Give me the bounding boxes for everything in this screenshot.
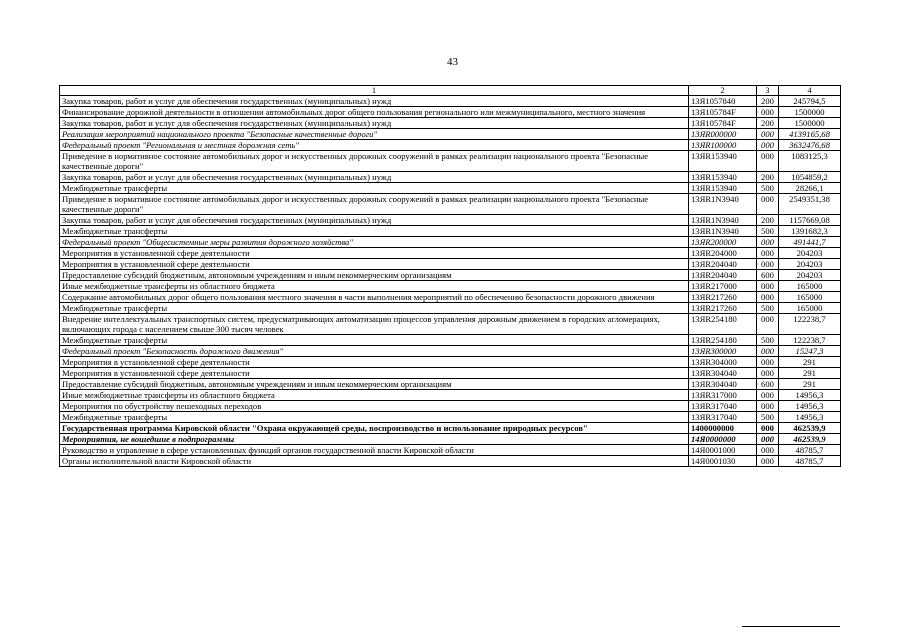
- row-sum-cell: 4139165,68: [779, 129, 841, 140]
- row-name-cell: Федеральный проект "Региональная и местная дорожная сеть": [60, 140, 689, 151]
- row-code-cell: 13ЯR317000: [689, 390, 757, 401]
- row-type-cell: 000: [757, 456, 779, 467]
- row-type-cell: 200: [757, 172, 779, 183]
- row-sum-cell: 491441,7: [779, 237, 841, 248]
- row-sum-cell: 2549351,38: [779, 194, 841, 215]
- row-code-cell: 13ЯR153940: [689, 172, 757, 183]
- table-row: [60, 237, 841, 248]
- table-row: [60, 357, 841, 368]
- row-sum-cell: 165000: [779, 292, 841, 303]
- row-name-cell: Закупка товаров, работ и услуг для обеспечения государственных (муниципальных) нужд: [60, 118, 689, 129]
- row-name-cell: Предоставление субсидий бюджетным, автономным учреждениям и иным некоммерческим организациям: [60, 270, 689, 281]
- row-sum-cell: 204203: [779, 270, 841, 281]
- table-row: [60, 259, 841, 270]
- row-name-cell: Содержание автомобильных дорог общего пользования местного значения в части выполнения мероприятий по обеспечению безопасности дорожного движения: [60, 292, 689, 303]
- table-row: [60, 248, 841, 259]
- row-type-cell: 500: [757, 303, 779, 314]
- row-code-cell: 13ЯR300000: [689, 346, 757, 357]
- row-code-cell: 13ЯR204040: [689, 270, 757, 281]
- row-type-cell: 000: [757, 368, 779, 379]
- table-row: [60, 456, 841, 467]
- budget-table: [59, 85, 841, 467]
- row-name-cell: Федеральный проект "Общесистемные меры развития дорожного хозяйства": [60, 237, 689, 248]
- table-row: [60, 401, 841, 412]
- table-row: [60, 314, 841, 335]
- row-type-cell: 000: [757, 346, 779, 357]
- row-name-cell: Мероприятия по обустройству пешеходных переходов: [60, 401, 689, 412]
- row-sum-cell: 122238,7: [779, 314, 841, 335]
- row-type-cell: 600: [757, 379, 779, 390]
- row-code-cell: 13ЯR153940: [689, 183, 757, 194]
- table-row: [60, 335, 841, 346]
- row-type-cell: 000: [757, 445, 779, 456]
- row-type-cell: 000: [757, 107, 779, 118]
- row-name-cell: Федеральный проект "Безопасность дорожного движения": [60, 346, 689, 357]
- row-code-cell: 13ЯR217260: [689, 292, 757, 303]
- row-sum-cell: 291: [779, 379, 841, 390]
- row-type-cell: 200: [757, 96, 779, 107]
- row-sum-cell: 48785,7: [779, 456, 841, 467]
- row-type-cell: 000: [757, 434, 779, 445]
- row-name-cell: Межбюджетные трансферты: [60, 412, 689, 423]
- row-code-cell: 13Я1057840: [689, 96, 757, 107]
- row-name-cell: Финансирование дорожной деятельности в отношении автомобильных дорог общего пользования регионального или межмуниципального, местного значения: [60, 107, 689, 118]
- row-name-cell: Мероприятия в установленной сфере деятельности: [60, 259, 689, 270]
- row-name-cell: Закупка товаров, работ и услуг для обеспечения государственных (муниципальных) нужд: [60, 215, 689, 226]
- table-row: [60, 96, 841, 107]
- row-type-cell: 000: [757, 151, 779, 172]
- row-code-cell: 13ЯR000000: [689, 129, 757, 140]
- row-name-cell: Межбюджетные трансферты: [60, 226, 689, 237]
- table-header-row: [60, 86, 841, 96]
- row-name-cell: Внедрение интеллектуальных транспортных систем, предусматривающих автоматизацию процессов управления дорожным движением в городских агломерациях, включающих города с населением свыше 300 тысяч человек: [60, 314, 689, 335]
- row-code-cell: 13ЯR304000: [689, 357, 757, 368]
- column-header-sum: 4: [779, 86, 841, 96]
- row-code-cell: 14Я0001000: [689, 445, 757, 456]
- row-sum-cell: 462539,9: [779, 434, 841, 445]
- row-name-cell: Мероприятия, не вошедшие в подпрограммы: [60, 434, 689, 445]
- table-row: [60, 368, 841, 379]
- table-row: [60, 379, 841, 390]
- row-type-cell: 200: [757, 215, 779, 226]
- column-header-name: 1: [60, 86, 689, 96]
- row-code-cell: 13ЯR304040: [689, 368, 757, 379]
- row-sum-cell: 245794,5: [779, 96, 841, 107]
- row-name-cell: Межбюджетные трансферты: [60, 183, 689, 194]
- row-type-cell: 000: [757, 292, 779, 303]
- footer-rule: [742, 626, 840, 627]
- row-name-cell: Государственная программа Кировской области "Охрана окружающей среды, воспроизводство и использование природных ресурсов": [60, 423, 689, 434]
- row-type-cell: 000: [757, 194, 779, 215]
- row-sum-cell: 14956,3: [779, 390, 841, 401]
- row-sum-cell: 204203: [779, 248, 841, 259]
- row-sum-cell: 48785,7: [779, 445, 841, 456]
- row-code-cell: 13Я105784F: [689, 107, 757, 118]
- row-sum-cell: 1391682,3: [779, 226, 841, 237]
- row-name-cell: Иные межбюджетные трансферты из областного бюджета: [60, 281, 689, 292]
- row-name-cell: Предоставление субсидий бюджетным, автономным учреждениям и иным некоммерческим организациям: [60, 379, 689, 390]
- row-code-cell: 13ЯR204040: [689, 259, 757, 270]
- row-name-cell: Органы исполнительной власти Кировской области: [60, 456, 689, 467]
- row-code-cell: 13ЯR304040: [689, 379, 757, 390]
- row-type-cell: 600: [757, 270, 779, 281]
- table-row: [60, 292, 841, 303]
- row-code-cell: 14Я0000000: [689, 434, 757, 445]
- row-sum-cell: 1500000: [779, 107, 841, 118]
- row-type-cell: 000: [757, 259, 779, 270]
- row-sum-cell: 14956,3: [779, 401, 841, 412]
- row-type-cell: 000: [757, 281, 779, 292]
- row-sum-cell: 204203: [779, 259, 841, 270]
- table-row: [60, 423, 841, 434]
- row-name-cell: Иные межбюджетные трансферты из областного бюджета: [60, 390, 689, 401]
- row-name-cell: Мероприятия в установленной сфере деятельности: [60, 357, 689, 368]
- row-sum-cell: 462539,9: [779, 423, 841, 434]
- page-number: 43: [447, 56, 458, 68]
- row-code-cell: 13ЯR254180: [689, 314, 757, 335]
- row-sum-cell: 165000: [779, 281, 841, 292]
- table-row: [60, 172, 841, 183]
- row-name-cell: Мероприятия в установленной сфере деятельности: [60, 368, 689, 379]
- row-type-cell: 000: [757, 140, 779, 151]
- column-header-code: 2: [689, 86, 757, 96]
- row-code-cell: 13ЯR153940: [689, 151, 757, 172]
- table-row: [60, 194, 841, 215]
- row-code-cell: 13ЯR1N3940: [689, 226, 757, 237]
- row-type-cell: 000: [757, 390, 779, 401]
- row-code-cell: 13ЯR254180: [689, 335, 757, 346]
- row-sum-cell: 1157669,08: [779, 215, 841, 226]
- row-name-cell: Руководство и управление в сфере установленных функций органов государственной власти Кировской области: [60, 445, 689, 456]
- row-type-cell: 000: [757, 423, 779, 434]
- table-row: [60, 281, 841, 292]
- row-name-cell: Мероприятия в установленной сфере деятельности: [60, 248, 689, 259]
- row-name-cell: Межбюджетные трансферты: [60, 335, 689, 346]
- row-type-cell: 500: [757, 226, 779, 237]
- table-row: [60, 346, 841, 357]
- row-type-cell: 000: [757, 357, 779, 368]
- row-name-cell: Приведение в нормативное состояние автомобильных дорог и искусственных дорожных сооружений в рамках реализации национального проекта "Безопасные качественные дороги": [60, 151, 689, 172]
- table-row: [60, 118, 841, 129]
- row-name-cell: Реализация мероприятий национального проекта "Безопасные качественные дороги": [60, 129, 689, 140]
- row-code-cell: 13ЯR204000: [689, 248, 757, 259]
- row-code-cell: 13ЯR1N3940: [689, 215, 757, 226]
- row-sum-cell: 14956,3: [779, 412, 841, 423]
- table-row: [60, 434, 841, 445]
- table-row: [60, 183, 841, 194]
- row-sum-cell: 291: [779, 368, 841, 379]
- row-name-cell: Закупка товаров, работ и услуг для обеспечения государственных (муниципальных) нужд: [60, 96, 689, 107]
- row-name-cell: Приведение в нормативное состояние автомобильных дорог и искусственных дорожных сооружений в рамках реализации национального проекта "Безопасные качественные дороги": [60, 194, 689, 215]
- table-row: [60, 270, 841, 281]
- row-code-cell: 13ЯR317040: [689, 401, 757, 412]
- row-sum-cell: 1500000: [779, 118, 841, 129]
- row-type-cell: 500: [757, 412, 779, 423]
- table-row: [60, 303, 841, 314]
- row-type-cell: 500: [757, 183, 779, 194]
- row-sum-cell: 28266,1: [779, 183, 841, 194]
- row-code-cell: 13ЯR317040: [689, 412, 757, 423]
- row-sum-cell: 15247,3: [779, 346, 841, 357]
- table-row: [60, 151, 841, 172]
- table-row: [60, 215, 841, 226]
- row-sum-cell: 122238,7: [779, 335, 841, 346]
- row-name-cell: Закупка товаров, работ и услуг для обеспечения государственных (муниципальных) нужд: [60, 172, 689, 183]
- row-code-cell: 13ЯR100000: [689, 140, 757, 151]
- row-name-cell: Межбюджетные трансферты: [60, 303, 689, 314]
- row-code-cell: 14Я0001030: [689, 456, 757, 467]
- table-row: [60, 412, 841, 423]
- table-row: [60, 140, 841, 151]
- row-sum-cell: 291: [779, 357, 841, 368]
- row-code-cell: 13ЯR1N3940: [689, 194, 757, 215]
- row-sum-cell: 1083125,3: [779, 151, 841, 172]
- row-type-cell: 200: [757, 118, 779, 129]
- row-type-cell: 000: [757, 237, 779, 248]
- table-row: [60, 226, 841, 237]
- row-code-cell: 13ЯR200000: [689, 237, 757, 248]
- row-type-cell: 000: [757, 129, 779, 140]
- row-code-cell: 1400000000: [689, 423, 757, 434]
- row-sum-cell: 165000: [779, 303, 841, 314]
- row-code-cell: 13Я105784F: [689, 118, 757, 129]
- row-code-cell: 13ЯR217000: [689, 281, 757, 292]
- row-type-cell: 000: [757, 401, 779, 412]
- table-row: [60, 129, 841, 140]
- column-header-type: 3: [757, 86, 779, 96]
- row-code-cell: 13ЯR217260: [689, 303, 757, 314]
- table-row: [60, 445, 841, 456]
- row-type-cell: 000: [757, 314, 779, 335]
- table-row: [60, 390, 841, 401]
- row-type-cell: 000: [757, 248, 779, 259]
- table-row: [60, 107, 841, 118]
- row-sum-cell: 3632476,68: [779, 140, 841, 151]
- row-type-cell: 500: [757, 335, 779, 346]
- row-sum-cell: 1054859,2: [779, 172, 841, 183]
